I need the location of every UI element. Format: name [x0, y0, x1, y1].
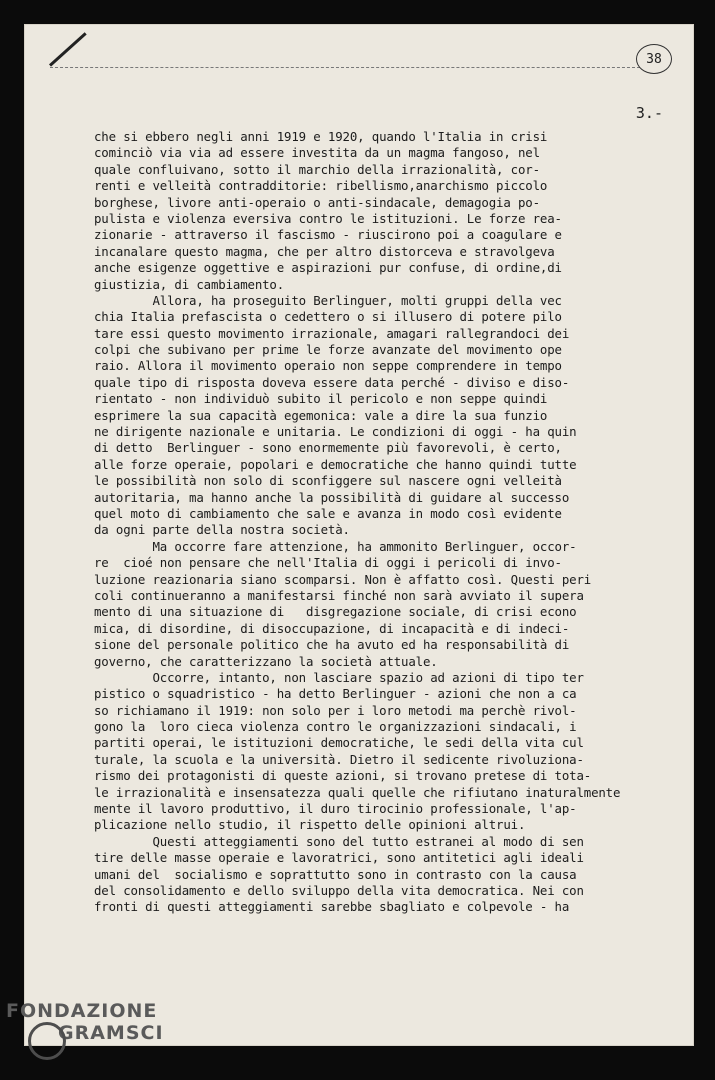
- text-line: partiti operai, le istituzioni democratiche, le sedi della vita cul: [94, 735, 584, 751]
- text-line: cominciò via via ad essere investita da un magma fangoso, nel: [94, 145, 540, 161]
- text-line: colpi che subivano per prime le forze avanzate del movimento ope: [94, 342, 562, 358]
- text-line: raio. Allora il movimento operaio non seppe comprendere in tempo: [94, 358, 562, 374]
- text-line: rismo dei protagonisti di queste azioni, si trovano pretese di tota-: [94, 768, 592, 784]
- text-line: sione del personale politico che ha avuto ed ha responsabilità di: [94, 637, 570, 653]
- text-line: gono la loro cieca violenza contro le organizzazioni sindacali, i: [94, 719, 577, 735]
- text-line: che si ebbero negli anni 1919 e 1920, quando l'Italia in crisi: [94, 129, 548, 144]
- text-line: zionarie - attraverso il fascismo - riuscirono poi a coagulare e: [94, 227, 562, 243]
- text-line: alle forze operaie, popolari e democratiche che hanno quindi tutte: [94, 456, 577, 472]
- text-line: da ogni parte della nostra società.: [94, 522, 350, 538]
- pen-mark: [49, 32, 87, 66]
- text-line: so richiamano il 1919: non solo per i loro metodi ma perchè rivol-: [94, 702, 577, 718]
- text-line: turale, la scuola e la università. Dietro il sedicente rivoluziona-: [94, 751, 584, 767]
- text-line: quel moto di cambiamento che sale e avanza in modo così evidente: [94, 505, 562, 521]
- text-line: tire delle masse operaie e lavoratrici, sono antitetici agli ideali: [94, 850, 584, 866]
- text-line: Ma occorre fare attenzione, ha ammonito Berlinguer, occor-: [94, 538, 577, 554]
- watermark-logo: [6, 1000, 164, 1044]
- text-line: rientato - non individuò subito il pericolo e non seppe quindi: [94, 391, 548, 407]
- text-line: renti e velleità contradditorie: ribellismo,anarchismo piccolo: [94, 178, 548, 194]
- text-line: mento di una situazione di disgregazione sociale, di crisi econo: [94, 604, 577, 620]
- text-line: quale confluivano, sotto il marchio della irrazionalità, cor-: [94, 161, 540, 177]
- text-line: esprimere la sua capacità egemonica: vale a dire la sua funzio: [94, 407, 548, 423]
- text-line: Occorre, intanto, non lasciare spazio ad azioni di tipo ter: [94, 669, 584, 685]
- text-line: autoritaria, ma hanno anche la possibilità di guidare al successo: [94, 489, 570, 505]
- text-line: governo, che caratterizzano la società attuale.: [94, 653, 438, 669]
- archive-stamp: 38: [636, 44, 672, 74]
- text-line: del consolidamento e dello sviluppo della vita democratica. Nei con: [94, 882, 584, 898]
- text-line: luzione reazionaria siano scomparsi. Non è affatto così. Questi peri: [94, 571, 592, 587]
- watermark-circle-icon: [28, 1022, 66, 1060]
- text-line: Questi atteggiamenti sono del tutto estranei al modo di sen: [94, 833, 584, 849]
- text-line: le irrazionalità e insensatezza quali quelle che rifiutano inaturalmente: [94, 784, 621, 800]
- text-line: Allora, ha proseguito Berlinguer, molti gruppi della vec: [94, 292, 562, 308]
- text-line: fronti di questi atteggiamenti sarebbe sbagliato e colpevole - ha: [94, 899, 570, 915]
- text-line: anche esigenze oggettive e aspirazioni pur confuse, di ordine,di: [94, 260, 562, 276]
- page-number: 3.-: [635, 104, 663, 122]
- text-line: re cioé non pensare che nell'Italia di oggi i pericoli di invo-: [94, 555, 562, 571]
- text-line: plicazione nello studio, il rispetto delle opinioni altrui.: [94, 817, 526, 833]
- text-line: borghese, livore anti-operaio o anti-sindacale, demagogia po-: [94, 194, 540, 210]
- text-line: pulista e violenza eversiva contro le istituzioni. Le forze rea-: [94, 210, 562, 226]
- watermark-line-2: GRAMSCI: [58, 1022, 164, 1044]
- text-line: incanalare questo magma, che per altro distorceva e stravolgeva: [94, 243, 555, 259]
- text-line: le possibilità non solo di sconfiggere sul nascere ogni velleità: [94, 473, 562, 489]
- text-line: ne dirigente nazionale e unitaria. Le condizioni di oggi - ha quin: [94, 424, 577, 440]
- text-line: mente il lavoro produttivo, il duro tirocinio professionale, l'ap-: [94, 801, 577, 817]
- watermark-line-1: FONDAZIONE: [6, 1000, 158, 1022]
- text-line: chia Italia prefascista o cedettero o si illusero di potere pilo: [94, 309, 562, 325]
- text-line: di detto Berlinguer - sono enormemente più favorevoli, è certo,: [94, 440, 562, 456]
- text-line: mica, di disordine, di disoccupazione, di incapacità e di indeci-: [94, 620, 570, 636]
- text-line: giustizia, di cambiamento.: [94, 276, 285, 292]
- text-line: coli continueranno a manifestarsi finché non sarà avviato il supera: [94, 587, 584, 603]
- top-rule: [50, 67, 640, 68]
- body-text: [94, 129, 664, 916]
- text-line: quale tipo di risposta doveva essere data perché - diviso e diso-: [94, 374, 570, 390]
- text-line: umani del socialismo e soprattutto sono in contrasto con la causa: [94, 866, 577, 882]
- text-line: pistico o squadristico - ha detto Berlinguer - azioni che non a ca: [94, 686, 577, 702]
- text-line: tare essi questo movimento irrazionale, amagari rallegrandoci dei: [94, 325, 570, 341]
